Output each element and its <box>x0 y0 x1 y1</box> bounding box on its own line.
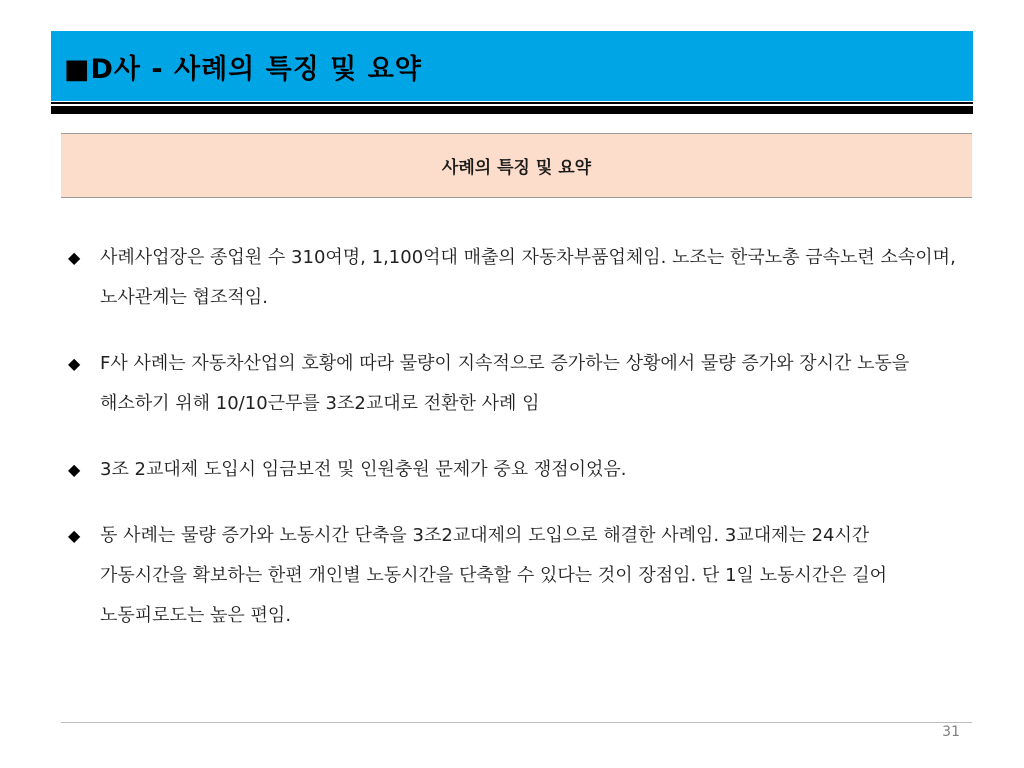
bullet-item <box>68 344 958 424</box>
bullet-item <box>68 450 958 490</box>
slide-title: ■D사 - 사례의 특징 및 요약 <box>64 53 422 85</box>
bullet-list <box>68 238 958 662</box>
summary-header-label: 사례의 특징 및 요약 <box>441 158 592 178</box>
bullet-item <box>68 238 958 318</box>
summary-header <box>61 133 972 198</box>
bullet-text: 3조 2교대제 도입시 임금보전 및 인원충원 문제가 중요 쟁점이었음. <box>100 459 627 480</box>
diamond-bullet-icon: ◆ <box>68 248 81 267</box>
bullet-text: 사례사업장은 종업원 수 310여명, 1,100억대 매출의 자동차부품업체임. 노조는 한국노총 금속노련 소속이며, 노사관계는 협조적임. <box>100 247 956 308</box>
title-divider-thick <box>51 106 973 114</box>
title-divider-thin <box>51 102 973 104</box>
diamond-bullet-icon: ◆ <box>68 354 81 373</box>
bullet-text: 동 사례는 물량 증가와 노동시간 단축을 3조2교대제의 도입으로 해결한 사례임. 3교대제는 24시간 가동시간을 확보하는 한편 개인별 노동시간을 단축할 수 있다는 것이 장점임. 단 1일 노동시간은 길어 노동피로도는 높은 편임. <box>100 525 888 626</box>
footer-divider <box>61 722 972 723</box>
page-number: 31 <box>942 724 960 740</box>
bullet-item <box>68 516 958 636</box>
diamond-bullet-icon: ◆ <box>68 460 81 479</box>
bullet-text: F사 사례는 자동차산업의 호황에 따라 물량이 지속적으로 증가하는 상황에서 물량 증가와 장시간 노동을 해소하기 위해 10/10근무를 3조2교대로 전환한 사례 임 <box>100 353 910 414</box>
title-bar <box>51 31 973 101</box>
diamond-bullet-icon: ◆ <box>68 526 81 545</box>
